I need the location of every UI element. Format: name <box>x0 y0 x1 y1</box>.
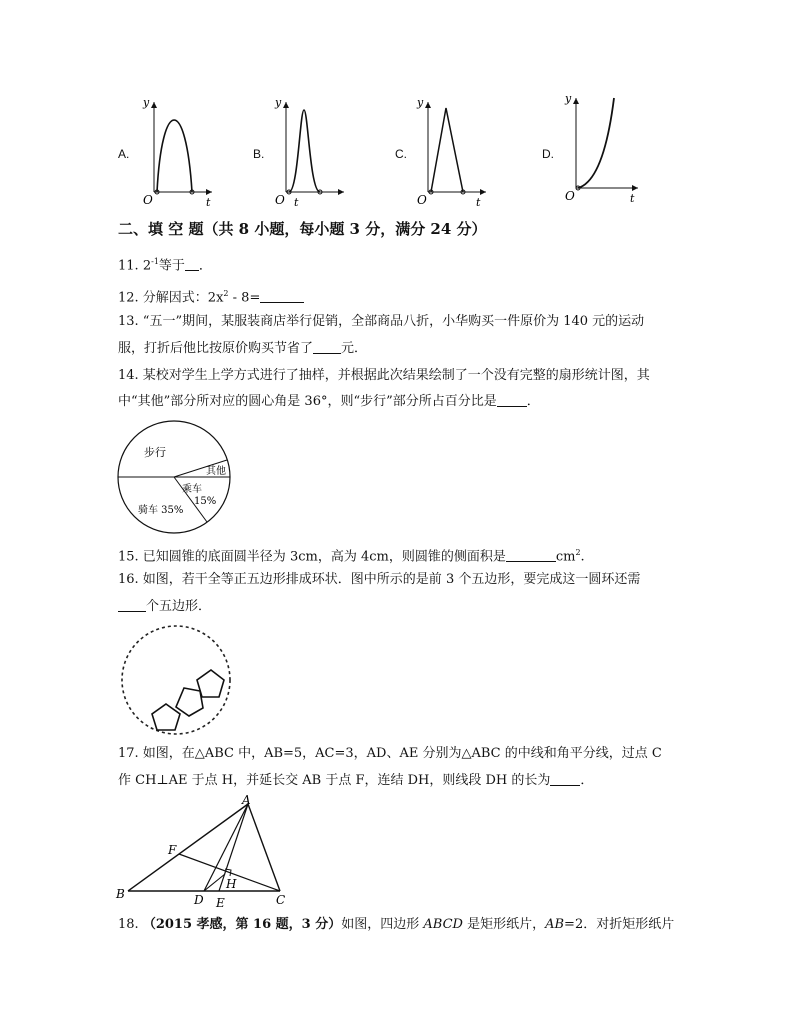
q16-text-end: 个五边形． <box>146 599 212 614</box>
axis-t-label: t <box>294 196 299 206</box>
graph-option-b <box>272 96 352 206</box>
q15-text: 15. 已知圆锥的底面圆半径为 3cm，高为 4cm，则圆锥的侧面积是 <box>118 549 506 565</box>
axis-t-label: t <box>206 196 211 206</box>
pie-label-walk: 步行 <box>144 446 166 459</box>
answer-blank <box>260 290 304 303</box>
q18-source: （2015 孝感，第 16 题，3 分） <box>142 917 342 932</box>
graph-option-c <box>414 96 494 206</box>
q17-text: 作 CH⊥AE 于点 H，并延长交 AB 于点 F，连结 DH，则线段 DH 的长为 <box>118 773 551 788</box>
question-14-line-2 <box>118 393 540 411</box>
vertex-label-c: C <box>276 893 286 907</box>
question-13-line-2 <box>118 340 367 358</box>
question-16-line-1: 16. 如图，若干全等正五边形排成环状．图中所示的是前 3 个五边形，要完成这一圆环还需 <box>118 572 641 587</box>
q14-text: 中“其他”部分所对应的圆心角是 36°，则“步行”部分所占百分比是 <box>118 394 497 409</box>
q14-text-end: ． <box>526 394 540 409</box>
point-label-d: D <box>194 893 204 907</box>
origin-label: O <box>143 193 153 206</box>
origin-label: O <box>417 193 427 206</box>
q11-text: 等于 <box>158 258 185 274</box>
origin-label: O <box>565 189 575 203</box>
pentagon-ring-figure <box>114 622 238 740</box>
graph-option-d <box>562 92 648 204</box>
answer-blank <box>550 773 580 786</box>
question-13-line-1: 13. “五一”期间，某服装商店举行促销，全部商品八折，小华购买一件原价为 140 元的运动 <box>118 314 645 329</box>
answer-blank <box>185 258 199 271</box>
option-b-label: B. <box>253 147 265 161</box>
question-16-line-2 <box>118 598 211 616</box>
q13-text-end: 元． <box>341 341 368 356</box>
question-17-line-1: 17. 如图，在△ABC 中，AB=5，AC=3，AD、AE 分别为△ABC 的中线和角平分线，过点 C <box>118 746 662 761</box>
q13-text: 服，打折后他比按原价购买节省了 <box>118 341 314 356</box>
option-a-label: A. <box>118 147 130 161</box>
q18-number: 18. <box>118 917 139 932</box>
triangle-figure <box>112 794 294 908</box>
q12-exponent: 2 <box>223 289 229 298</box>
pie-label-bike: 骑车 35% <box>138 505 184 516</box>
pie-label-other: 其他 <box>206 466 226 477</box>
point-label-e: E <box>216 896 225 908</box>
question-12 <box>118 285 304 307</box>
pie-chart-figure <box>114 418 236 540</box>
vertex-label-b: B <box>116 887 125 901</box>
q17-text-end: ． <box>580 773 594 788</box>
vertex-label-a: A <box>242 794 251 807</box>
option-d-label: D. <box>542 147 554 161</box>
axis-y-label: y <box>275 96 282 109</box>
question-17-line-2 <box>118 772 593 790</box>
q18-text-2: 是矩形纸片， <box>462 917 546 932</box>
axis-t-label: t <box>476 196 481 206</box>
point-label-h: H <box>226 877 237 891</box>
q18-abcd: ABCD <box>423 917 463 932</box>
graph-option-a <box>140 96 220 206</box>
q11-base: 2 <box>142 258 152 274</box>
answer-blank <box>118 599 146 612</box>
answer-blank <box>506 549 556 562</box>
section-title: 二、填 空 题（共 8 小题，每小题 3 分，满分 24 分） <box>118 220 487 238</box>
answer-blank <box>313 341 341 354</box>
q11-exponent: -1 <box>151 257 159 266</box>
question-14-line-1: 14. 某校对学生上学方式进行了抽样，并根据此次结果绘制了一个没有完整的扇形统计图，其 <box>118 368 650 383</box>
pie-label-bus: 乘车 <box>182 484 202 495</box>
question-15 <box>118 544 585 566</box>
q12-text: 12. 分解因式：2x <box>118 290 224 306</box>
origin-label: O <box>275 193 285 206</box>
question-18 <box>118 916 674 934</box>
q15-unit: cm <box>555 549 576 565</box>
option-c-label: C. <box>395 147 407 161</box>
q12-text-end: - 8= <box>228 290 261 306</box>
question-11: 11. $2^{-1}$等于 ． <box>118 257 212 274</box>
q11-number: 11. <box>118 258 139 274</box>
axis-t-label: t <box>630 192 635 204</box>
q15-end: . <box>580 549 585 565</box>
q18-text-3: =2．对折矩形纸片 <box>564 917 675 932</box>
point-label-f: F <box>168 843 177 857</box>
q18-text: 如图，四边形 <box>341 917 424 932</box>
q18-ab: AB <box>545 917 565 932</box>
axis-y-label: y <box>565 92 572 105</box>
axis-y-label: y <box>417 96 424 109</box>
pie-label-bus-pct: 15% <box>194 496 217 507</box>
axis-y-label: y <box>143 96 150 109</box>
answer-blank <box>497 394 527 407</box>
q15-exponent: 2 <box>575 548 581 557</box>
